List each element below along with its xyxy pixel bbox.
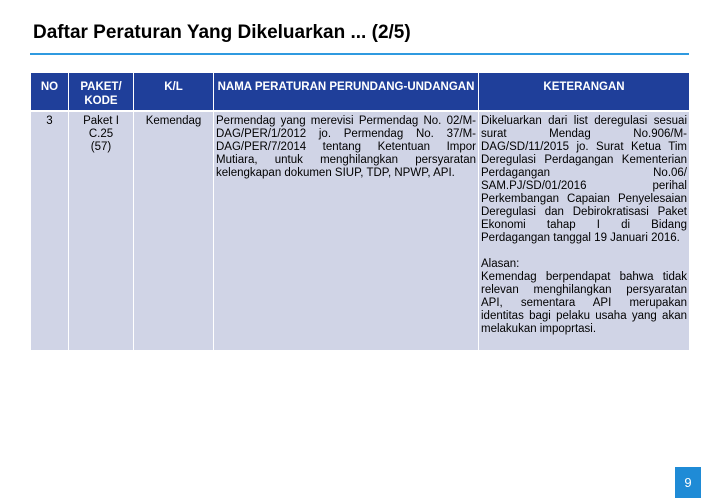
keterangan-text: Dikeluarkan dari list deregulasi sesuai surat Mendag No.906/M-DAG/SD/11/2015 jo. Surat Ketua Tim Deregulasi Perdagangan Kementerian Perdagangan No.06/ SAM.PJ/SD/01/2016 perihal Perkembangan Capaian Penyelesaian Deregulasi dan Debirokratisasi Paket Ekonomi tahap I di Bidang Perdagangan tanggal 19 Januari 2016. — [481, 115, 687, 244]
header-keterangan: KETERANGAN — [479, 73, 690, 111]
paket-code: C.25 — [88, 128, 114, 140]
header-no: NO — [31, 73, 69, 111]
keterangan-alasan-label: Alasan: — [481, 258, 520, 270]
keterangan-alasan-text: Kemendag berpendapat bahwa tidak relevan menghilangkan persyaratan API, sementara API merupakan identitas bagi pelaku usaha yang akan melakukan impoprtasi. — [481, 271, 687, 335]
header-nama-peraturan: NAMA PERATURAN PERUNDANG-UNDANGAN — [214, 73, 479, 111]
cell-nama-peraturan: Permendag yang merevisi Permendag No. 02/M-DAG/PER/1/2012 jo. Permendag No. 37/M-DAG/PER/7/2014 tentang Ketentuan Impor Mutiara, untuk menghilangkan persyaratan kelengkapan dokumen SIUP, TDP, NPWP, API. — [214, 111, 479, 350]
page-number-badge: 9 — [675, 467, 701, 498]
header-paket-kode: PAKET/ KODE — [69, 73, 134, 111]
cell-kl: Kemendag — [134, 111, 214, 350]
title-divider — [30, 53, 689, 55]
slide-title: Daftar Peraturan Yang Dikeluarkan ... (2/5) — [33, 22, 411, 43]
cell-no: 3 — [31, 111, 69, 350]
paket-number: (57) — [90, 141, 112, 153]
regulation-table — [30, 73, 690, 350]
table-header-row — [31, 73, 690, 111]
cell-keterangan — [479, 111, 690, 350]
header-kl: K/L — [134, 73, 214, 111]
cell-paket-kode — [69, 111, 134, 350]
table-row — [31, 111, 690, 350]
paket-name: Paket I — [83, 115, 119, 127]
